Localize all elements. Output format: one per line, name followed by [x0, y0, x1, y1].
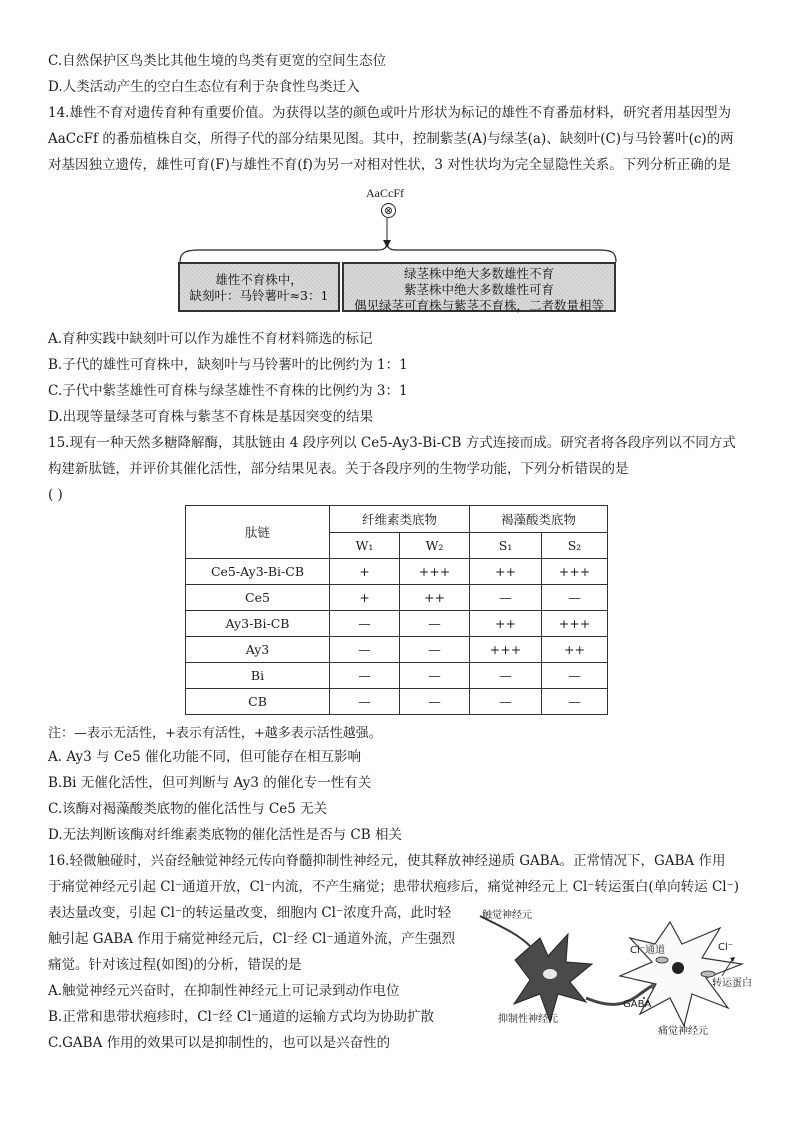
q14-stem-line1: 14.雄性不育对遗传育种有重要价值。为获得以茎的颜色或叶片形状为标记的雄性不育番茄材料，研究者用基因型为 — [48, 105, 731, 121]
q16-stem-line4: 触引起 GABA 作用于痛觉神经元后，Cl⁻经 Cl⁻通道外流，产生强烈 — [48, 931, 456, 947]
cell-value: — — [470, 663, 542, 689]
cell-value: — — [400, 611, 470, 637]
cell-value: — — [542, 663, 608, 689]
header-w1: W₁ — [330, 532, 400, 559]
header-s1: S₁ — [470, 532, 542, 559]
header-alginate: 褐藻酸类底物 — [470, 506, 608, 533]
q14-option-a: A.育种实践中缺刻叶可以作为雄性不育材料筛选的标记 — [48, 331, 373, 347]
label-tactile-neuron: 触觉神经元 — [482, 910, 532, 921]
cell-value: +++ — [542, 559, 608, 585]
row-name: Ce5-Ay3-Bi-CB — [186, 559, 330, 585]
q14-stem-line3: 对基因独立遗传，雄性可育(F)与雄性不育(f)为另一对相对性状，3 对性状均为完全显隐性关系。下列分析正确的是 — [48, 157, 731, 173]
row-name: CB — [186, 689, 330, 715]
q15-answer-bracket: ( ) — [48, 487, 63, 503]
selfing-symbol: ⊗ — [381, 203, 396, 218]
q16-option-b: B.正常和患带状疱疹时，Cl⁻经 Cl⁻通道的运输方式均为协助扩散 — [48, 1009, 435, 1025]
table-row — [186, 637, 608, 663]
neuron-figure — [470, 898, 760, 1038]
cell-value: + — [330, 559, 400, 585]
label-cl-channel: Cl⁻通道 — [630, 945, 666, 956]
cell-value: — — [330, 663, 400, 689]
header-s2: S₂ — [542, 532, 608, 559]
q15-option-b: B.Bi 无催化活性，但可判断与 Ay3 的催化专一性有关 — [48, 775, 372, 791]
cross-arrows — [0, 0, 794, 270]
cell-value: +++ — [542, 611, 608, 637]
row-name: Ay3-Bi-CB — [186, 611, 330, 637]
label-pain-neuron: 痛觉神经元 — [658, 1026, 708, 1037]
cell-value: — — [470, 689, 542, 715]
q16-stem-line3: 表达量改变，引起 Cl⁻的转运量改变，细胞内 Cl⁻浓度升高，此时轻 — [48, 905, 452, 921]
q16-stem-line2: 于痛觉神经元引起 Cl⁻通道开放，Cl⁻内流，不产生痛觉；患带状疱疹后，痛觉神经元上 Cl⁻转运蛋白(单向转运 Cl⁻) — [48, 879, 739, 895]
table-row — [186, 663, 608, 689]
result-box-stem: 绿茎株中绝大多数雄性不育 紫茎株中绝大多数雄性可育 偶见绿茎可育株与紫茎不育株，二者数量相等 — [342, 262, 616, 312]
q16-option-c: C.GABA 作用的效果可以是抑制性的，也可以是兴奋性的 — [48, 1035, 391, 1051]
row-name: Ce5 — [186, 585, 330, 611]
q13-option-d: D.人类活动产生的空白生态位有利于杂食性鸟类迁入 — [48, 79, 360, 95]
table-row — [186, 585, 608, 611]
header-cellulose: 纤维素类底物 — [330, 506, 470, 533]
cell-value: ++ — [400, 585, 470, 611]
cell-value: ++ — [470, 611, 542, 637]
result-box-sterile: 雄性不育株中， 缺刻叶：马铃薯叶≈3：1 — [178, 262, 340, 312]
cell-value: — — [330, 637, 400, 663]
cell-value: +++ — [400, 559, 470, 585]
label-inhibitory-neuron: 抑制性神经元 — [498, 1014, 558, 1025]
q14-option-b: B.子代的雄性可育株中，缺刻叶与马铃薯叶的比例约为 1：1 — [48, 357, 408, 373]
cell-value: — — [470, 585, 542, 611]
table-row — [186, 559, 608, 585]
q14-option-d: D.出现等量绿茎可育株与紫茎不育株是基因突变的结果 — [48, 409, 374, 425]
cell-value: ++ — [470, 559, 542, 585]
q14-stem-line2: AaCcFf 的番茄植株自交，所得子代的部分结果见图。其中，控制紫茎(A)与绿茎(a)、缺刻叶(C)与马铃薯叶(c)的两 — [48, 131, 734, 147]
table-note: 注：—表示无活性，+表示有活性，+越多表示活性越强。 — [48, 726, 382, 741]
cell-value: — — [542, 585, 608, 611]
cell-value: + — [330, 585, 400, 611]
cell-value: — — [400, 689, 470, 715]
q15-stem-line2: 构建新肽链，并评价其催化活性，部分结果见表。关于各段序列的生物学功能，下列分析错误的是 — [48, 461, 629, 477]
q15-option-d: D.无法判断该酶对纤维素类底物的催化活性是否与 CB 相关 — [48, 827, 402, 843]
row-name: Bi — [186, 663, 330, 689]
q16-option-a: A.触觉神经元兴奋时，在抑制性神经元上可记录到动作电位 — [48, 983, 400, 999]
header-peptide: 肽链 — [186, 506, 330, 559]
cell-value: — — [400, 637, 470, 663]
table-row — [186, 611, 608, 637]
q15-stem-line1: 15.现有一种天然多糖降解酶，其肽链由 4 段序列以 Ce5-Ay3-Bi-CB 方式连接而成。研究者将各段序列以不同方式 — [48, 435, 736, 451]
activity-table — [185, 505, 608, 715]
parent-genotype: AaCcFf — [366, 186, 404, 200]
cell-value: ++ — [542, 637, 608, 663]
header-w2: W₂ — [400, 532, 470, 559]
q14-option-c: C.子代中紫茎雄性可育株与绿茎雄性不育株的比例约为 3：1 — [48, 383, 408, 399]
q13-option-c: C.自然保护区鸟类比其他生境的鸟类有更宽的空间生态位 — [48, 53, 387, 69]
q16-stem-line1: 16.轻微触碰时，兴奋经触觉神经元传向脊髓抑制性神经元，使其释放神经递质 GABA。正常情况下，GABA 作用 — [48, 853, 726, 869]
cell-value: — — [542, 689, 608, 715]
cell-value: — — [330, 689, 400, 715]
q15-option-a: A. Ay3 与 Ce5 催化功能不同，但可能存在相互影响 — [48, 749, 362, 765]
q16-stem-line5: 痛觉。针对该过程(如图)的分析，错误的是 — [48, 957, 302, 973]
label-cl-ion: Cl⁻ — [718, 942, 734, 953]
row-name: Ay3 — [186, 637, 330, 663]
cell-value: — — [400, 663, 470, 689]
table-row — [186, 689, 608, 715]
cell-value: — — [330, 611, 400, 637]
label-gaba: GABA — [623, 999, 652, 1010]
cell-value: +++ — [470, 637, 542, 663]
label-transporter: 转运蛋白 — [712, 978, 752, 989]
q15-option-c: C.该酶对褐藻酸类底物的催化活性与 Ce5 无关 — [48, 801, 328, 817]
